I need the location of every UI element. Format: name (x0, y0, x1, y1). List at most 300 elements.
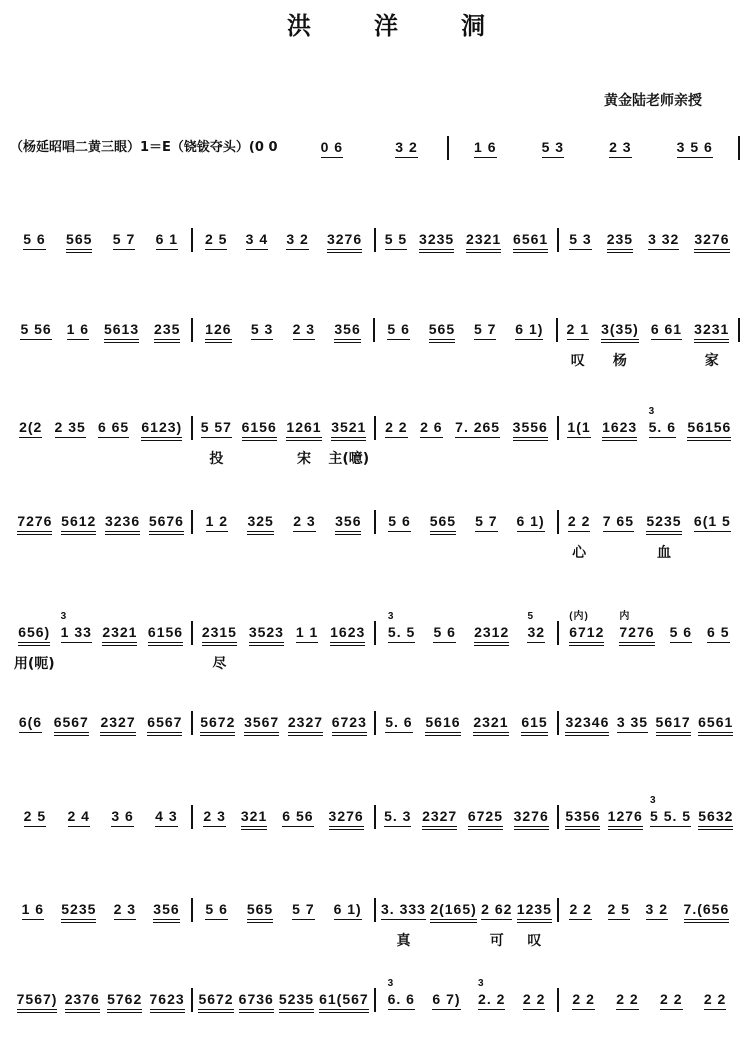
beat-group (617, 713, 648, 733)
beat-group (239, 990, 274, 1013)
beat-group (332, 713, 367, 736)
beat-group (156, 230, 178, 250)
note-group: 32346 (565, 714, 610, 730)
beat-group (474, 138, 496, 158)
beat-group (205, 900, 227, 920)
beat-group (565, 713, 609, 736)
note-group: 5672 (198, 991, 234, 1007)
measure (10, 320, 191, 343)
beat-group (515, 320, 543, 340)
note-group: 6 5 (707, 624, 730, 640)
measure (10, 807, 191, 827)
beat-group (698, 807, 733, 830)
note-group: 5. 6 (648, 419, 676, 435)
note-group: 3 2 (286, 231, 309, 247)
beat-group (104, 320, 139, 343)
score-line (10, 900, 740, 949)
beat-group (385, 418, 407, 438)
note-group: 1623 (602, 419, 638, 435)
beat-group (288, 713, 323, 736)
lyric-word: 主(噫) (328, 451, 370, 467)
beat-group (670, 623, 692, 643)
beat-group (201, 623, 237, 672)
beat-group (20, 320, 51, 340)
line-prefix: （杨延昭唱二黄三眼）1＝E（铙钹夺头）(0 0 (10, 140, 278, 155)
measure (376, 713, 557, 736)
beat-group (481, 900, 513, 949)
note-group: 1235 (516, 901, 552, 917)
note-group: 6 65 (97, 419, 130, 435)
note-group: 5 6 (388, 513, 411, 529)
measure (449, 138, 739, 158)
beat-group (286, 230, 308, 250)
note-group: 2315 (201, 624, 237, 640)
note-group: 7623 (149, 991, 185, 1007)
measure (193, 512, 374, 535)
note-group: 6(6 (18, 714, 43, 730)
note-group: 2 5 (23, 808, 47, 824)
beat-group (150, 990, 185, 1013)
measure (193, 807, 374, 830)
beat-group (648, 406, 676, 438)
beat-group (514, 807, 549, 830)
beat-group (420, 418, 442, 438)
note-group: 5613 (103, 321, 140, 337)
beat-group (54, 713, 89, 736)
beat-group (388, 512, 410, 532)
beat-group (286, 418, 322, 467)
beat-group (646, 512, 682, 561)
beat-group (601, 320, 639, 369)
note-group: 6712 (569, 624, 605, 640)
note-group: 5 3 (569, 231, 592, 247)
beat-group (249, 623, 284, 646)
measure (376, 978, 557, 1010)
beat-group (646, 900, 668, 920)
beat-group (55, 418, 86, 438)
lyric-word: 尽 (212, 656, 227, 672)
note-group: 3556 (512, 419, 548, 435)
score-line (10, 406, 740, 467)
beat-group (698, 713, 733, 736)
note-group: 615 (521, 714, 548, 730)
note-group: 356 (153, 901, 180, 917)
note-group: 325 (247, 513, 274, 529)
note-group: 5762 (107, 991, 143, 1007)
note-group: 5 6 (433, 624, 456, 640)
beat-group (105, 512, 140, 535)
beat-group (650, 795, 692, 827)
beat-group (656, 713, 691, 736)
beat-group (66, 230, 92, 253)
note-group: 6561 (513, 231, 549, 247)
note-group: 6156 (241, 419, 277, 435)
note-group: 2 3 (203, 808, 226, 824)
beat-group (513, 418, 548, 441)
beat-group (566, 320, 589, 369)
note-group: 3(35) (601, 321, 639, 337)
beat-group (603, 512, 634, 532)
beat-group (619, 611, 655, 646)
beat-group (100, 713, 135, 736)
note-group: 6 1) (333, 901, 362, 917)
note-annotation: 5 (527, 611, 535, 622)
beat-group (478, 978, 506, 1010)
note-group: 235 (154, 321, 181, 337)
note-group: 2 2 (572, 991, 595, 1007)
beat-group (651, 320, 682, 340)
beat-group (154, 320, 180, 343)
beat-group (569, 900, 591, 920)
beat-group (61, 512, 96, 535)
beat-group (432, 990, 460, 1010)
beat-group (616, 990, 638, 1010)
note-annotation: 3 (650, 795, 657, 806)
note-group: 3521 (331, 419, 367, 435)
beat-group (572, 990, 594, 1010)
beat-group (279, 990, 314, 1013)
beat-group (602, 418, 637, 441)
beat-group (205, 320, 231, 343)
note-group: 5. 5 (387, 624, 416, 640)
note-group: 6 56 (282, 808, 314, 824)
note-group: 2 3 (292, 321, 316, 337)
note-group: 5 6 (23, 231, 46, 247)
beat-group (246, 230, 268, 250)
beat-group (149, 512, 184, 535)
beat-group (684, 900, 730, 923)
note-group: 3. 333 (381, 901, 426, 917)
note-group: 2 6 (420, 419, 443, 435)
beat-group (155, 807, 177, 827)
note-group: 7276 (17, 513, 53, 529)
lyric-word: 可 (489, 933, 504, 949)
beat-group (153, 900, 179, 923)
beat-group (527, 611, 546, 643)
measure (559, 406, 740, 441)
note-group: 7.(656 (683, 901, 730, 917)
beat-group (660, 990, 682, 1010)
note-group: 56156 (687, 419, 732, 435)
measure (10, 230, 191, 253)
credit-line: 黄金陆老师亲授 (604, 93, 702, 109)
measure (376, 230, 557, 253)
beat-group (385, 230, 407, 250)
measure (10, 611, 191, 672)
note-group: 5616 (425, 714, 461, 730)
beat-group (608, 807, 643, 830)
beat-group (433, 623, 455, 643)
beat-group (687, 418, 731, 441)
beat-group (334, 900, 362, 920)
beat-group (517, 512, 545, 532)
beat-group (244, 713, 279, 736)
note-group: 5672 (200, 714, 236, 730)
beat-group (321, 138, 343, 158)
note-group: 2327 (287, 714, 324, 730)
lyric-word: 家 (704, 353, 719, 369)
beat-group (319, 990, 369, 1013)
note-group: 321 (240, 808, 268, 824)
beat-group (387, 978, 415, 1010)
measure (193, 623, 374, 672)
beat-group (475, 512, 497, 532)
lyric-word: 心 (572, 545, 587, 561)
note-group: 2 4 (67, 808, 90, 824)
beat-group (147, 713, 182, 736)
beat-group (468, 807, 503, 830)
note-group: 5 3 (541, 139, 565, 155)
score-line (10, 611, 740, 672)
beat-group (68, 807, 90, 827)
note-group: 7 65 (602, 513, 634, 529)
beat-group (542, 138, 564, 158)
beat-group (141, 418, 182, 441)
note-group: 2 2 (567, 513, 591, 529)
note-group: 2376 (64, 991, 100, 1007)
beat-group (205, 230, 227, 250)
score-title: 洪洋洞 (287, 11, 548, 40)
beat-group (694, 230, 729, 253)
measure (193, 900, 374, 923)
beat-group (293, 512, 315, 532)
note-group: 5. 6 (385, 714, 413, 730)
note-group: 5 6 (205, 901, 228, 917)
measure (193, 320, 374, 343)
beat-group (22, 900, 44, 920)
beat-group (425, 713, 460, 736)
beat-group (67, 320, 89, 340)
beat-group (13, 623, 55, 672)
measure (291, 138, 446, 158)
note-annotation: 3 (478, 978, 485, 989)
note-group: 5235 (61, 901, 97, 917)
measure (193, 713, 374, 736)
measure (376, 611, 557, 646)
beat-group (98, 418, 129, 438)
note-group: 2(165) (430, 901, 477, 917)
beat-group (694, 320, 730, 369)
note-group: 5 7 (475, 513, 498, 529)
note-group: 5. 3 (384, 808, 412, 824)
beat-group (329, 807, 364, 830)
beat-group (455, 418, 500, 438)
beat-group (381, 900, 426, 949)
note-group: 1261 (286, 419, 322, 435)
note-group: 6725 (467, 808, 503, 824)
score-line (10, 713, 740, 735)
beat-group (247, 900, 273, 923)
note-group: 6. 6 (387, 991, 415, 1007)
note-group: 6156 (147, 624, 184, 640)
note-group: 6 1) (515, 321, 544, 337)
beat-group (17, 990, 58, 1013)
note-group: 356 (334, 321, 361, 337)
note-annotation: 3 (387, 611, 395, 622)
note-group: 2 2 (569, 901, 592, 917)
beat-group (385, 713, 412, 733)
beat-group (148, 623, 183, 646)
note-group: 5 7 (112, 231, 136, 247)
score-body (10, 0, 740, 1038)
beat-group (19, 418, 42, 438)
note-group: 6 1) (516, 513, 545, 529)
note-group: 2 3 (609, 139, 632, 155)
measure (559, 611, 740, 646)
note-group: 3 2 (645, 901, 668, 917)
note-group: 3276 (694, 231, 730, 247)
note-group: 2 2 (660, 991, 683, 1007)
note-group: 2 2 (385, 419, 408, 435)
note-group: 3276 (328, 808, 364, 824)
beat-group (241, 807, 267, 830)
beat-group (327, 230, 362, 253)
lyric-word: 血 (656, 545, 671, 561)
measure (10, 713, 191, 736)
note-group: 5 5. 5 (650, 808, 692, 824)
beat-group (23, 230, 45, 250)
note-annotation: (内) (569, 611, 589, 622)
note-group: 5 56 (20, 321, 52, 337)
note-group: 5235 (278, 991, 315, 1007)
note-group: 6(1 5 (693, 513, 731, 529)
beat-group (430, 512, 456, 535)
beat-group (474, 623, 509, 646)
note-group: 1 6 (21, 901, 45, 917)
beat-group (677, 138, 713, 158)
beat-group (113, 230, 135, 250)
note-group: 6736 (238, 991, 274, 1007)
note-group: 0 6 (320, 139, 344, 155)
note-group: 3235 (419, 231, 455, 247)
beat-group (422, 807, 457, 830)
lyric-word: 叹 (527, 933, 542, 949)
beat-group (429, 320, 455, 343)
beat-group (694, 512, 731, 532)
beat-group (107, 990, 142, 1013)
beat-group (609, 138, 631, 158)
beat-group (247, 512, 273, 535)
note-group: 61(567 (319, 991, 369, 1007)
note-group: 5 7 (292, 901, 315, 917)
measure (10, 990, 191, 1013)
measure (559, 512, 740, 561)
note-group: 5 5 (384, 231, 408, 247)
note-group: 6 7) (432, 991, 461, 1007)
note-group: 2 2 (703, 991, 727, 1007)
beat-group (296, 623, 318, 643)
beat-group (111, 807, 133, 827)
note-group: 3231 (694, 321, 730, 337)
note-group: 1 1 (295, 624, 319, 640)
note-group: 2. 2 (478, 991, 506, 1007)
beat-group (395, 138, 417, 158)
score-line (10, 795, 740, 829)
beat-group (328, 418, 370, 467)
beat-group (567, 512, 591, 561)
note-group: 2321 (473, 714, 509, 730)
note-group: 2(2 (19, 419, 43, 435)
note-group: 5612 (61, 513, 97, 529)
note-group: 2 62 (481, 901, 513, 917)
note-group: 6723 (331, 714, 367, 730)
beat-group (521, 713, 547, 736)
lyric-word: 杨 (612, 353, 627, 369)
beat-group (282, 807, 313, 827)
note-group: 2321 (466, 231, 502, 247)
beat-group (334, 320, 360, 343)
bar-line (738, 318, 740, 342)
beat-group (707, 623, 729, 643)
note-group: 6567 (53, 714, 89, 730)
beat-group (466, 230, 501, 253)
measure (376, 807, 557, 830)
beat-group (419, 230, 454, 253)
note-annotation: 内 (619, 611, 631, 622)
note-group: 1623 (330, 624, 366, 640)
note-group: 7276 (619, 624, 655, 640)
note-group: 2312 (474, 624, 510, 640)
note-group: 6 1 (155, 231, 179, 247)
beat-group (569, 230, 591, 250)
beat-group (242, 418, 277, 441)
beat-group (704, 990, 726, 1010)
beat-group (473, 713, 508, 736)
measure (10, 900, 191, 923)
note-group: 6567 (147, 714, 183, 730)
beat-group (330, 623, 365, 646)
beat-group (608, 900, 630, 920)
note-annotation: 3 (648, 406, 656, 417)
bar-line (738, 136, 740, 160)
note-group: 5632 (698, 808, 734, 824)
note-group: 32 (527, 624, 546, 640)
measure (559, 713, 740, 736)
note-group: 126 (205, 321, 232, 337)
note-group: 2 5 (607, 901, 630, 917)
beat-group (648, 230, 679, 250)
beat-group (607, 230, 633, 253)
beat-group (102, 623, 137, 646)
note-group: 565 (66, 231, 93, 247)
beat-group (387, 320, 409, 340)
note-group: 5617 (655, 714, 691, 730)
note-group: 3276 (326, 231, 363, 247)
measure (559, 990, 740, 1010)
note-group: 1276 (607, 808, 643, 824)
beat-group (17, 512, 52, 535)
beat-group (24, 807, 46, 827)
note-group: 565 (429, 513, 457, 529)
beat-group (198, 990, 233, 1013)
measure (193, 230, 374, 253)
note-group: 3 5 6 (676, 139, 713, 155)
note-group: 5 6 (669, 624, 693, 640)
beat-group (387, 611, 416, 643)
note-group: 3 4 (245, 231, 269, 247)
note-group: 3 32 (648, 231, 680, 247)
measure (559, 900, 740, 923)
measure (376, 418, 557, 441)
measure (375, 320, 556, 343)
beat-group (565, 807, 600, 830)
note-group: 6561 (698, 714, 734, 730)
note-group: 3523 (248, 624, 284, 640)
beat-group (200, 713, 235, 736)
measure (376, 900, 557, 949)
beat-group (203, 807, 225, 827)
beat-group (292, 900, 314, 920)
